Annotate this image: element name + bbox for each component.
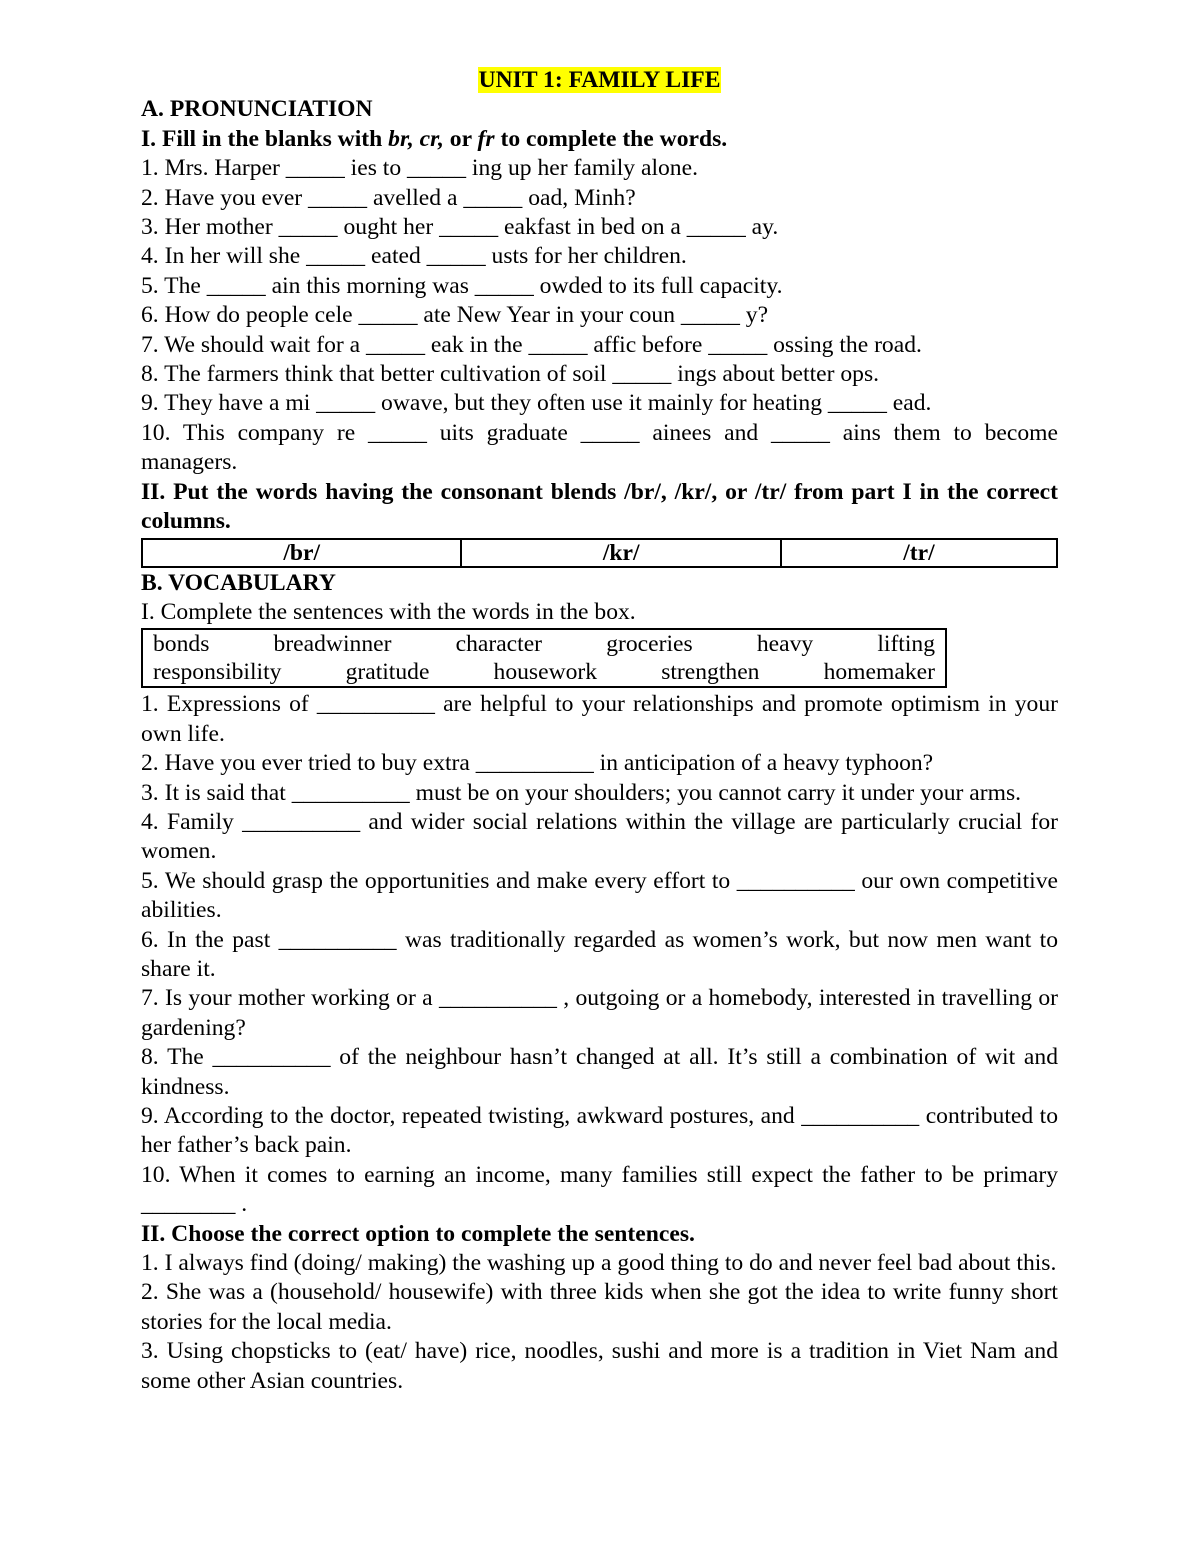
list-item: 5. The _____ ain this morning was _____ owded to its full capacity. [141, 272, 783, 299]
column-kr: /kr/ [461, 539, 780, 567]
list-item: 9. They have a mi _____ owave, but they often use it mainly for heating _____ ead. [141, 390, 932, 417]
list-item: 4. Family __________ and wider social relations within the village are particularly crucial for women. [141, 808, 1058, 865]
list-item: 8. The __________ of the neighbour hasn’t changed at all. It’s still a combination of wit and kindness. [141, 1044, 1058, 1100]
word-box-word: housework [493, 659, 598, 686]
list-item: 3. Her mother _____ ought her _____ eakfast in bed on a _____ ay. [141, 214, 779, 241]
section-a-heading: A. PRONUNCIATION [141, 96, 373, 123]
list-item: 6. In the past __________ was traditionally regarded as women’s work, but now men want to share it. [141, 926, 1058, 982]
part-b2-instruction: II. Choose the correct option to complete the sentences. [141, 1220, 695, 1247]
list-item: 6. How do people cele _____ ate New Year in your coun _____ y? [141, 302, 769, 329]
word-box-row [153, 630, 935, 658]
instr-fr: fr [477, 125, 495, 152]
list-item: 1. I always find (doing/ making) the washing up a good thing to do and never feel bad about this. [141, 1250, 1057, 1277]
list-item: 2. Have you ever tried to buy extra __________ in anticipation of a heavy typhoon? [141, 750, 934, 777]
part-a1-instruction [141, 125, 1058, 154]
list-item: 3. It is said that __________ must be on your shoulders; you cannot carry it under your arms. [141, 779, 1022, 806]
section-b-heading: B. VOCABULARY [141, 569, 336, 596]
word-box-word: groceries [606, 631, 693, 658]
consonant-columns-table [141, 538, 1058, 568]
word-box [141, 628, 947, 688]
list-item: 7. Is your mother working or a __________ , outgoing or a homebody, interested in travelling or gardening? [141, 985, 1058, 1041]
list-item: 10. When it comes to earning an income, many families still expect the father to be primary ________ . [141, 1161, 1058, 1218]
word-box-word: heavy [756, 631, 814, 658]
part-a2-instruction: II. Put the words having the consonant blends /br/, /kr/, or /tr/ from part I in the correct columns. [141, 478, 1058, 535]
list-item: 4. In her will she _____ eated _____ usts for her children. [141, 243, 687, 270]
part-b1-instruction: I. Complete the sentences with the words in the box. [141, 598, 636, 625]
word-box-word: gratitude [345, 659, 430, 686]
instr-post: to complete the words. [494, 125, 728, 152]
column-tr: /tr/ [781, 539, 1057, 567]
word-box-word: breadwinner [273, 631, 392, 658]
instr-br: br, [388, 125, 414, 152]
word-box-word: character [455, 631, 543, 658]
instr-pre: I. Fill in the blanks with [141, 125, 389, 152]
list-item: 5. We should grasp the opportunities and make every effort to __________ our own competitive abilities. [141, 867, 1058, 924]
word-box-word: bonds [153, 631, 210, 658]
worksheet-page [141, 66, 1058, 1396]
instr-or: or [443, 125, 478, 152]
list-item: 10. This company re _____ uits graduate _____ ainees and _____ ains them to become managers. [141, 419, 1058, 476]
word-box-word: strengthen [661, 659, 760, 686]
list-item: 1. Expressions of __________ are helpful to your relationships and promote optimism in your own life. [141, 691, 1058, 747]
list-item: 9. According to the doctor, repeated twisting, awkward postures, and __________ contributed to her father’s back pain. [141, 1103, 1058, 1159]
list-item: 2. She was a (household/ housewife) with three kids when she got the idea to write funny short stories for the local media. [141, 1279, 1058, 1335]
list-item: 7. We should wait for a _____ eak in the _____ affic before _____ ossing the road. [141, 331, 922, 358]
column-br: /br/ [142, 539, 461, 567]
list-item: 2. Have you ever _____ avelled a _____ oad, Minh? [141, 184, 636, 211]
word-box-word: lifting [877, 631, 935, 658]
list-item: 8. The farmers think that better cultivation of soil _____ ings about better ops. [141, 361, 880, 388]
word-box-row [153, 658, 935, 686]
word-box-word: responsibility [153, 659, 282, 686]
unit-title: UNIT 1: FAMILY LIFE [478, 67, 721, 93]
title-row [141, 66, 1058, 95]
list-item: 1. Mrs. Harper _____ ies to _____ ing up her family alone. [141, 155, 698, 182]
instr-cr: cr, [413, 125, 444, 152]
word-box-word: homemaker [823, 659, 935, 686]
list-item: 3. Using chopsticks to (eat/ have) rice, noodles, sushi and more is a tradition in Viet Nam and some other Asian countries. [141, 1338, 1058, 1394]
